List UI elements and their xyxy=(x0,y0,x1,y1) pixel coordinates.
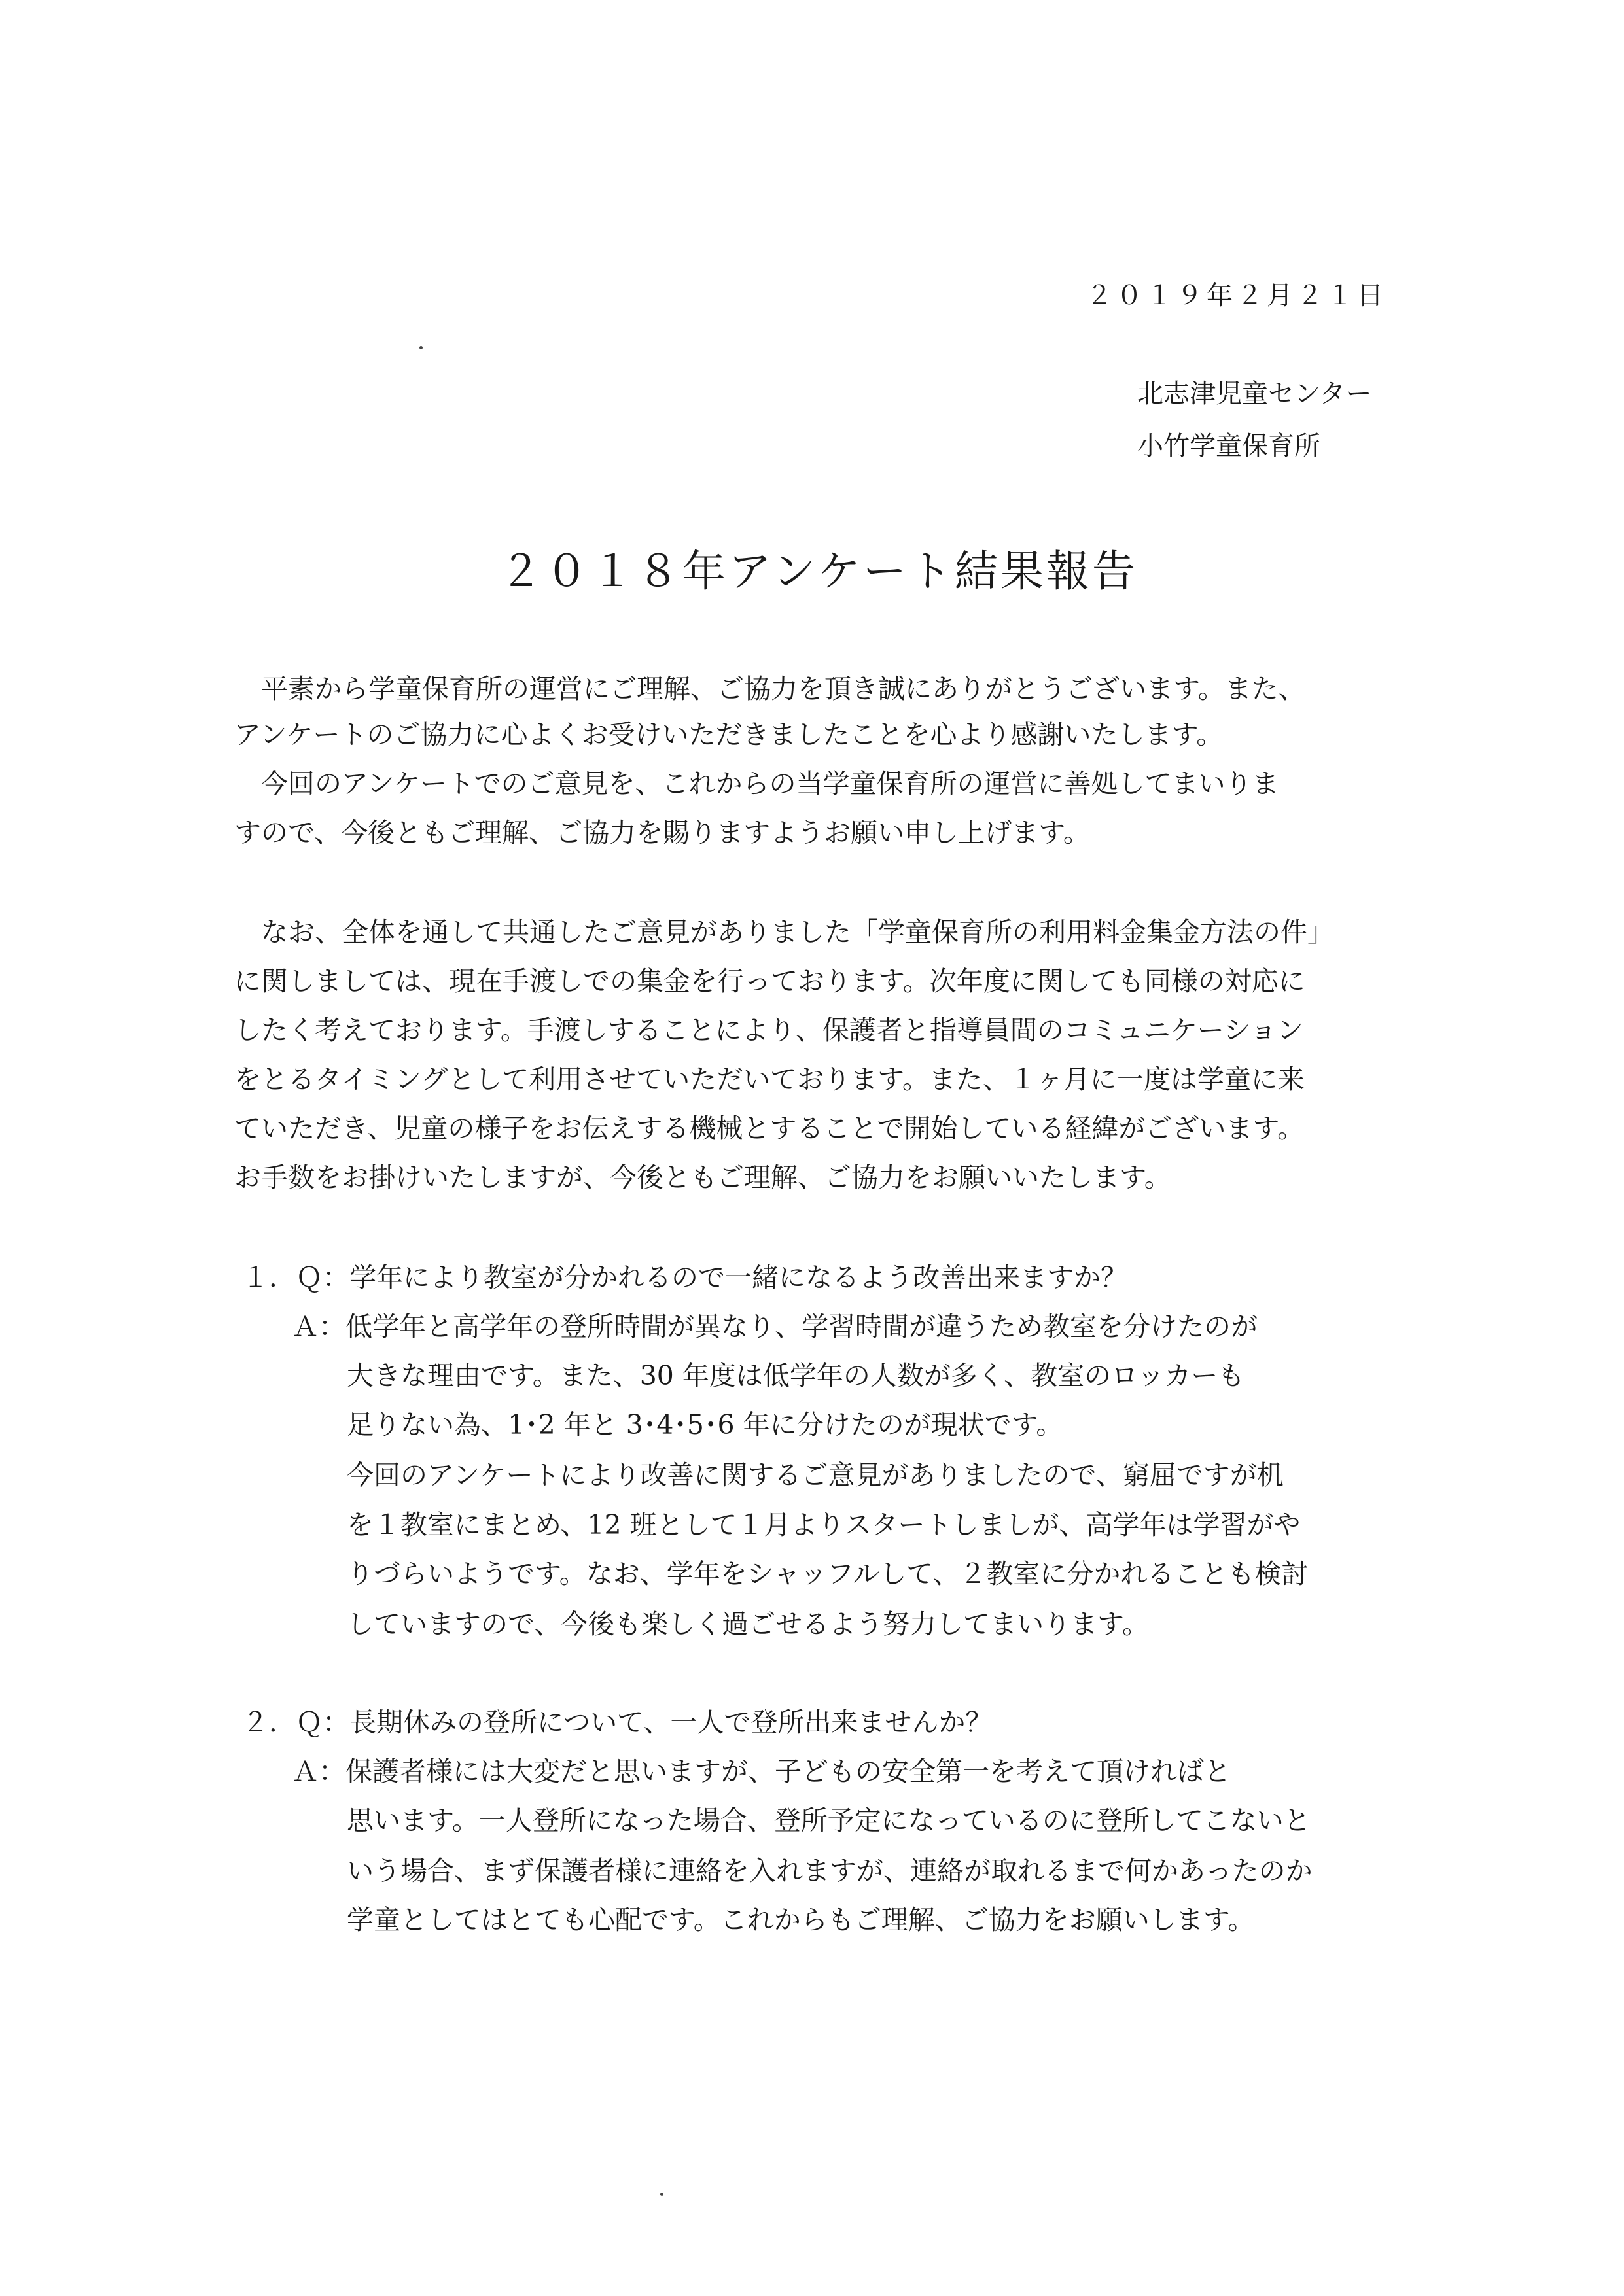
question-1: １．Ｑ：学年により教室が分かれるので一緒になるよう改善出来ますか？ xyxy=(242,1262,1127,1293)
notice-line: に関しましては、現在手渡しでの集金を行っております。次年度に関しても同様の対応に xyxy=(234,965,1305,997)
answer-1-line: 今回のアンケートにより改善に関するご意見がありましたので、窮屈ですが机 xyxy=(347,1459,1284,1491)
scan-speck xyxy=(419,346,423,349)
intro-line: 平素から学童保育所の運営にご理解、ご協力を頂き誠にありがとうございます。また、 xyxy=(234,673,1305,704)
answer-1-line: 足りない為、1･2 年と 3･4･5･6 年に分けたのが現状です。 xyxy=(347,1409,1063,1440)
question-2: ２．Ｑ：長期休みの登所について、一人で登所出来ませんか？ xyxy=(242,1707,993,1738)
organization-name: 北志津児童センター xyxy=(1137,379,1372,409)
intro-line: すので、今後ともご理解、ご協力を賜りますようお願い申し上げます。 xyxy=(234,817,1090,848)
scan-speck xyxy=(660,2193,663,2196)
document-date: ２０１９年２月２１日 xyxy=(1086,281,1387,311)
facility-name: 小竹学童保育所 xyxy=(1137,431,1320,461)
document-title: ２０１８年アンケート結果報告 xyxy=(499,546,1139,597)
answer-1-line: りづらいようです。なお、学年をシャッフルして、２教室に分かれることも検討 xyxy=(347,1558,1309,1590)
intro-line: 今回のアンケートでのご意見を、これからの当学童保育所の運営に善処してまいりま xyxy=(234,768,1279,799)
answer-2-line: いう場合、まず保護者様に連絡を入れますが、連絡が取れるまで何かあったのか xyxy=(347,1855,1313,1887)
answer-1-line: していますので、今後も楽しく過ごせるよう努力してまいります。 xyxy=(347,1609,1149,1640)
answer-1-first-line: Ａ：低学年と高学年の登所時間が異なり、学習時間が違うため教室を分けたのが xyxy=(292,1311,1258,1342)
answer-1-line: を１教室にまとめ、12 班として１月よりスタートしましが、高学年は学習がや xyxy=(347,1509,1301,1540)
notice-line: したく考えております。手渡しすることにより、保護者と指導員間のコミュニケーション xyxy=(234,1015,1304,1046)
answer-2-first-line: Ａ：保護者様には大変だと思いますが、子どもの安全第一を考えて頂ければと xyxy=(292,1756,1231,1787)
answer-1-line: 大きな理由です。また、30 年度は低学年の人数が多く、教室のロッカーも xyxy=(347,1360,1245,1391)
answer-2-line: 学童としてはとても心配です。これからもご理解、ご協力をお願いします。 xyxy=(347,1904,1255,1936)
notice-line: なお、全体を通して共通したご意見がありました「学童保育所の利用料金集金方法の件」 xyxy=(234,916,1334,948)
notice-line: お手数をお掛けいたしますが、今後ともご理解、ご協力をお願いいたします。 xyxy=(234,1162,1171,1193)
answer-2-line: 思います。一人登所になった場合、登所予定になっているのに登所してこないと xyxy=(347,1805,1311,1836)
intro-line: アンケートのご協力に心よくお受けいただきましたことを心より感謝いたします。 xyxy=(234,719,1224,750)
notice-line: をとるタイミングとして利用させていただいております。また、１ヶ月に一度は学童に来 xyxy=(234,1064,1305,1095)
notice-line: ていただき、児童の様子をお伝えする機械とすることで開始している経緯がございます。 xyxy=(234,1113,1305,1144)
